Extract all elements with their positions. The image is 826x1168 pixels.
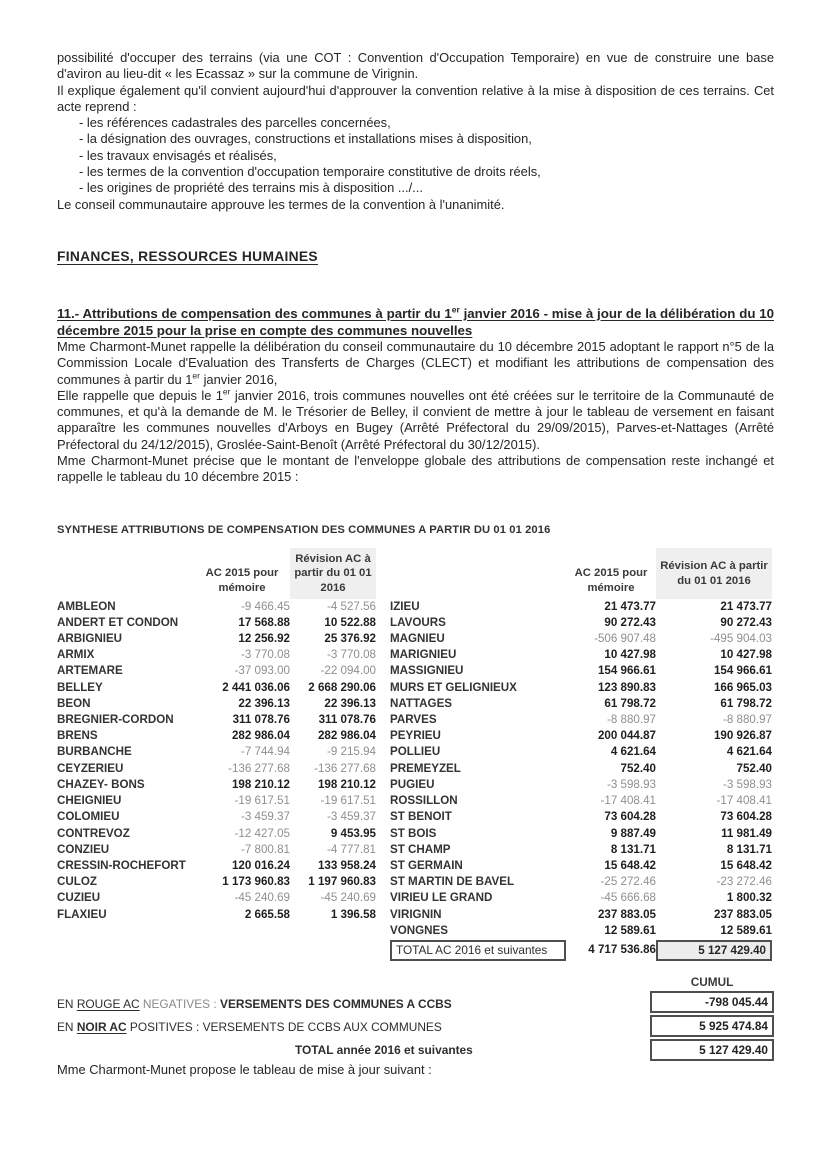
commune-name: CHAZEY- BONS	[57, 777, 145, 791]
ac-2015-value: -45 240.69	[234, 891, 290, 905]
cumul-label: CUMUL	[690, 974, 734, 989]
commune-name: VIRIGNIN	[390, 907, 442, 921]
commune-name: ST BENOIT	[390, 810, 452, 824]
revision-value: -3 459.37	[327, 810, 376, 824]
ac-2015-value: 17 568.88	[238, 615, 290, 629]
commune-name: PUGIEU	[390, 777, 435, 791]
column-gap	[376, 712, 390, 728]
column-gap	[376, 809, 390, 825]
revision-value: -45 240.69	[320, 891, 376, 905]
commune-name: PEYRIEU	[390, 729, 441, 743]
column-gap	[376, 599, 390, 615]
ac-2015-value: 12 256.92	[238, 632, 290, 646]
revision-value: 61 798.72	[720, 696, 772, 710]
legend-text: VERSEMENTS DE CCBS AUX COMMUNES	[202, 1019, 442, 1034]
commune-name: VONGNES	[390, 923, 448, 937]
commune-name: BELLEY	[57, 680, 103, 694]
ac-2015-value: 4 621.64	[610, 745, 656, 759]
revision-value: 11 981.49	[721, 826, 772, 840]
revision-value: -17 408.41	[716, 794, 772, 808]
commune-name: LAVOURS	[390, 615, 446, 629]
revision-value: 73 604.28	[720, 810, 772, 824]
column-gap	[376, 777, 390, 793]
para-rappel	[57, 339, 774, 388]
ac-2015-value: 61 798.72	[604, 696, 656, 710]
column-gap	[376, 907, 390, 923]
commune-name: ROSSILLON	[390, 794, 458, 808]
total-revision-value: 5 127 429.40	[656, 940, 772, 961]
para-elle-text: janvier 2016, trois communes nouvelles ont été créées sur le territoire de la Communauté de communes, et qu'à la demande de M. le Trésorier de Belley, il convient de mettre à jour le tableau de versement en faisant apparaître les communes nouvelles d'Arboys en Bugey (Arrêté Préfectoral du 29/09/2015), Parves-et-Nattages (Arrêté Préfectoral du 24/12/2015), Groslée-Saint-Benoît (Arrêté Préfectoral du 30/12/2015).	[57, 387, 774, 452]
intro-paragraph-1: possibilité d'occuper des terrains (via une COT : Convention d'Occupation Temporaire) en vue de construire une base d'aviron au lieu-dit « les Ecassaz » sur la commune de Virignin.	[57, 50, 774, 82]
revision-value: 21 473.77	[720, 599, 772, 613]
ordinal-superscript: er	[222, 386, 231, 397]
ac-2015-value: -136 277.68	[228, 761, 290, 775]
ac-2015-value: -45 666.68	[600, 891, 656, 905]
table-total-row	[57, 940, 774, 961]
revision-value: -22 094.00	[320, 664, 376, 678]
legend-noir-ac: NOIR AC	[76, 1019, 127, 1034]
ac-2015-value: -8 880.97	[607, 713, 656, 727]
ac-2015-value: 73 604.28	[604, 810, 656, 824]
section-heading: FINANCES, RESSOURCES HUMAINES	[57, 248, 318, 264]
revision-value: 8 131.71	[726, 842, 772, 856]
revision-value: 12 589.61	[720, 923, 772, 937]
cumul-total-value: 5 127 429.40	[650, 1039, 774, 1061]
revision-value: 4 621.64	[726, 745, 772, 759]
commune-name: CHEIGNIEU	[57, 794, 122, 808]
ac-2015-value: -9 466.45	[241, 599, 290, 613]
ac-2015-value: 9 887.49	[610, 826, 656, 840]
commune-name: MAGNIEU	[390, 632, 445, 646]
intro-closing: Le conseil communautaire approuve les termes de la convention à l'unanimité.	[57, 196, 505, 212]
ac-2015-value: -506 907.48	[594, 632, 656, 646]
legend-section	[57, 975, 774, 1062]
ac-2015-value: 1 173 960.83	[222, 875, 290, 889]
column-gap	[376, 615, 390, 631]
bullet-item: - la désignation des ouvrages, constructions et installations mises à disposition,	[79, 131, 532, 147]
ac-2015-value: -3 459.37	[241, 810, 290, 824]
column-gap	[376, 744, 390, 760]
closing-line: Mme Charmont-Munet propose le tableau de mise à jour suivant :	[57, 1061, 432, 1077]
ac-2015-value: 752.40	[620, 761, 656, 775]
legend-text: EN	[57, 996, 77, 1011]
column-gap	[376, 858, 390, 874]
commune-name	[57, 923, 194, 939]
commune-name: BEON	[57, 696, 91, 710]
revision-value: 190 926.87	[713, 729, 772, 743]
ac-2015-value: 237 883.05	[597, 907, 656, 921]
bullet-list	[57, 115, 774, 196]
ac-2015-value: 12 589.61	[604, 923, 656, 937]
commune-name: ARTEMARE	[57, 664, 123, 678]
bullet-item: - les travaux envisagés et réalisés,	[79, 147, 277, 163]
ac-2015-value: -7 800.81	[241, 842, 290, 856]
header-revision-left: Révision AC à partir du 01 01 2016	[290, 548, 376, 599]
revision-value: 752.40	[736, 761, 772, 775]
commune-name: BURBANCHE	[57, 745, 132, 759]
para-precise: Mme Charmont-Munet précise que le montant de l'enveloppe globale des attributions de compensation reste inchangé et rappelle le tableau du 10 décembre 2015 :	[57, 453, 774, 485]
commune-name: COLOMIEU	[57, 810, 120, 824]
revision-value: 1 197 960.83	[308, 875, 376, 889]
commune-name: BRENS	[57, 729, 98, 743]
revision-value: 282 986.04	[317, 729, 376, 743]
ac-2015-value: -19 617.51	[234, 794, 290, 808]
revision-value: -4 527.56	[327, 599, 376, 613]
revision-value: -8 880.97	[723, 713, 772, 727]
column-gap	[376, 826, 390, 842]
para-rappel-text: janvier 2016,	[199, 371, 278, 387]
intro-paragraph-2: Il explique également qu'il convient aujourd'hui d'approuver la convention relative à la mise à disposition de ces terrains. Cet acte reprend :	[57, 82, 774, 114]
header-ac2015-left: AC 2015 pour mémoire	[205, 567, 279, 594]
column-gap	[376, 663, 390, 679]
commune-name: VIRIEU LE GRAND	[390, 891, 493, 905]
legend-line-positives	[57, 1016, 617, 1039]
total-label: TOTAL AC 2016 et suivantes	[390, 940, 566, 961]
ac-2015-value: 8 131.71	[610, 842, 656, 856]
revision-value	[290, 923, 376, 939]
ac-2015-value: 120 016.24	[231, 858, 290, 872]
table-header	[57, 548, 774, 599]
item-11-title	[57, 305, 774, 339]
column-gap	[376, 680, 390, 696]
commune-name: POLLIEU	[390, 745, 441, 759]
revision-value: 166 965.03	[713, 680, 772, 694]
revision-value: -136 277.68	[314, 761, 376, 775]
commune-name: FLAXIEU	[57, 907, 107, 921]
ac-2015-value: 198 210.12	[231, 777, 290, 791]
ac-2015-value: -37 093.00	[234, 664, 290, 678]
legend-text: POSITIVES	[126, 1019, 193, 1034]
ac-2015-value: -3 598.93	[607, 777, 656, 791]
revision-value: 311 078.76	[318, 713, 376, 727]
ac-2015-value: -17 408.41	[600, 794, 656, 808]
commune-name: MURS ET GELIGNIEUX	[390, 680, 517, 694]
ac-2015-value: 90 272.43	[604, 615, 656, 629]
commune-name: ST GERMAIN	[390, 858, 463, 872]
cumul-negatives-value: -798 045.44	[650, 991, 774, 1013]
commune-name: ST MARTIN DE BAVEL	[390, 875, 515, 889]
bullet-item: - les termes de la convention d'occupation temporaire constitutive de droits réels,	[79, 164, 541, 180]
commune-name: ST BOIS	[390, 826, 437, 840]
commune-name: ARMIX	[57, 648, 95, 662]
commune-name: BREGNIER-CORDON	[57, 713, 174, 727]
revision-value: -19 617.51	[320, 794, 376, 808]
revision-value: 90 272.43	[720, 615, 772, 629]
column-gap	[376, 890, 390, 906]
commune-name: MARIGNIEU	[390, 648, 457, 662]
cumul-block	[650, 975, 774, 1062]
column-gap	[376, 874, 390, 890]
revision-value: -3 770.08	[327, 648, 376, 662]
commune-name: PARVES	[390, 713, 437, 727]
bullet-item: - les origines de propriété des terrains mis à disposition .../...	[79, 180, 423, 196]
ac-2015-value	[194, 923, 290, 939]
ac-2015-value: -7 744.94	[241, 745, 290, 759]
revision-value: 133 958.24	[317, 858, 376, 872]
commune-name: CUZIEU	[57, 891, 101, 905]
column-gap	[376, 631, 390, 647]
column-gap	[376, 923, 390, 939]
revision-value: 1 396.58	[330, 907, 376, 921]
ordinal-superscript: er	[451, 304, 460, 315]
commune-name: CONTREVOZ	[57, 826, 130, 840]
commune-name: ST CHAMP	[390, 842, 451, 856]
legend-text: NEGATIVES	[139, 996, 211, 1011]
commune-name: CONZIEU	[57, 842, 110, 856]
revision-value: -495 904.03	[710, 632, 772, 646]
commune-name: ANDERT ET CONDON	[57, 615, 179, 629]
legend-lines	[57, 975, 617, 1062]
para-rappel-text: Mme Charmont-Munet rappelle la délibération du conseil communautaire du 10 décembre 2015 adoptant le rapport n°5 de la Commission Locale d'Evaluation des Transferts de Charges (CLECT) et modifiant les attributions de compensation des communes à partir du 1	[57, 338, 774, 387]
ac-2015-value: 21 473.77	[604, 599, 656, 613]
column-gap	[376, 842, 390, 858]
revision-value: -23 272.46	[716, 875, 772, 889]
revision-value: 22 396.13	[324, 696, 376, 710]
ac-2015-value: 2 441 036.06	[222, 680, 290, 694]
revision-value: 1 800.32	[726, 891, 772, 905]
total-ac2015-value: 4 717 536.86	[588, 943, 656, 957]
cumul-positives-value: 5 925 474.84	[650, 1015, 774, 1037]
revision-value: 198 210.12	[317, 777, 376, 791]
ac-2015-value: 200 044.87	[597, 729, 656, 743]
item-11-title-text: 11.- Attributions de compensation des communes à partir du 1	[57, 305, 452, 321]
commune-name: ARBIGNIEU	[57, 632, 123, 646]
para-elle	[57, 388, 774, 453]
legend-line-negatives	[57, 993, 617, 1016]
ac-2015-value: 2 665.58	[244, 907, 290, 921]
ac-2015-value: 15 648.42	[604, 858, 656, 872]
column-gap	[376, 696, 390, 712]
revision-value: 25 376.92	[324, 632, 376, 646]
ac-2015-value: 154 966.61	[597, 664, 656, 678]
legend-text: VERSEMENTS DES COMMUNES A CCBS	[220, 996, 452, 1011]
table-body	[57, 599, 774, 939]
ordinal-superscript: er	[192, 370, 200, 381]
revision-value: -9 215.94	[327, 745, 376, 759]
commune-name: CRESSIN-ROCHEFORT	[57, 858, 186, 872]
legend-text: EN	[57, 1019, 77, 1034]
ac-2015-value: 282 986.04	[231, 729, 290, 743]
commune-name: AMBLEON	[57, 599, 116, 613]
bullet-item: - les références cadastrales des parcelles concernées,	[79, 115, 391, 131]
commune-name: IZIEU	[390, 599, 420, 613]
ac-2015-value: -25 272.46	[600, 875, 656, 889]
ac-2015-value: -3 770.08	[241, 648, 290, 662]
revision-value: -3 598.93	[723, 777, 772, 791]
column-gap	[376, 647, 390, 663]
revision-value: 237 883.05	[713, 907, 772, 921]
revision-value: 2 668 290.06	[308, 680, 376, 694]
header-revision-right: Révision AC à partir du 01 01 2016	[656, 548, 772, 599]
legend-text: :	[210, 996, 221, 1011]
ac-2015-value: 311 078.76	[232, 713, 290, 727]
para-elle-text: Elle rappelle que depuis le 1	[57, 387, 223, 403]
revision-value: 10 427.98	[720, 648, 772, 662]
legend-rouge-ac: ROUGE AC	[76, 996, 140, 1011]
commune-name: CEYZERIEU	[57, 761, 124, 775]
legend-total-label: TOTAL année 2016 et suivantes	[295, 1042, 473, 1057]
revision-value: 15 648.42	[720, 858, 772, 872]
commune-name: PREMEYZEL	[390, 761, 461, 775]
revision-value: -4 777.81	[327, 842, 376, 856]
revision-value: 10 522.88	[324, 615, 376, 629]
ac-2015-value: 123 890.83	[597, 680, 656, 694]
revision-value: 9 453.95	[330, 826, 376, 840]
ac-2015-value: -12 427.05	[234, 826, 290, 840]
commune-name: MASSIGNIEU	[390, 664, 464, 678]
legend-text: :	[192, 1019, 203, 1034]
commune-name: NATTAGES	[390, 696, 453, 710]
column-gap	[376, 728, 390, 744]
table-title: SYNTHESE ATTRIBUTIONS DE COMPENSATION DES COMMUNES A PARTIR DU 01 01 2016	[57, 523, 551, 536]
item-11-title-text: janvier 2016 - mise à jour de la délibération du 10 décembre 2015 pour la prise en compte des communes nouvelles	[57, 305, 774, 338]
column-gap	[376, 761, 390, 777]
header-ac2015-right: AC 2015 pour mémoire	[574, 567, 648, 594]
ac-2015-value: 10 427.98	[604, 648, 656, 662]
column-gap	[376, 793, 390, 809]
commune-name: CULOZ	[57, 875, 97, 889]
revision-value: 154 966.61	[713, 664, 772, 678]
ac-2015-value: 22 396.13	[238, 696, 290, 710]
